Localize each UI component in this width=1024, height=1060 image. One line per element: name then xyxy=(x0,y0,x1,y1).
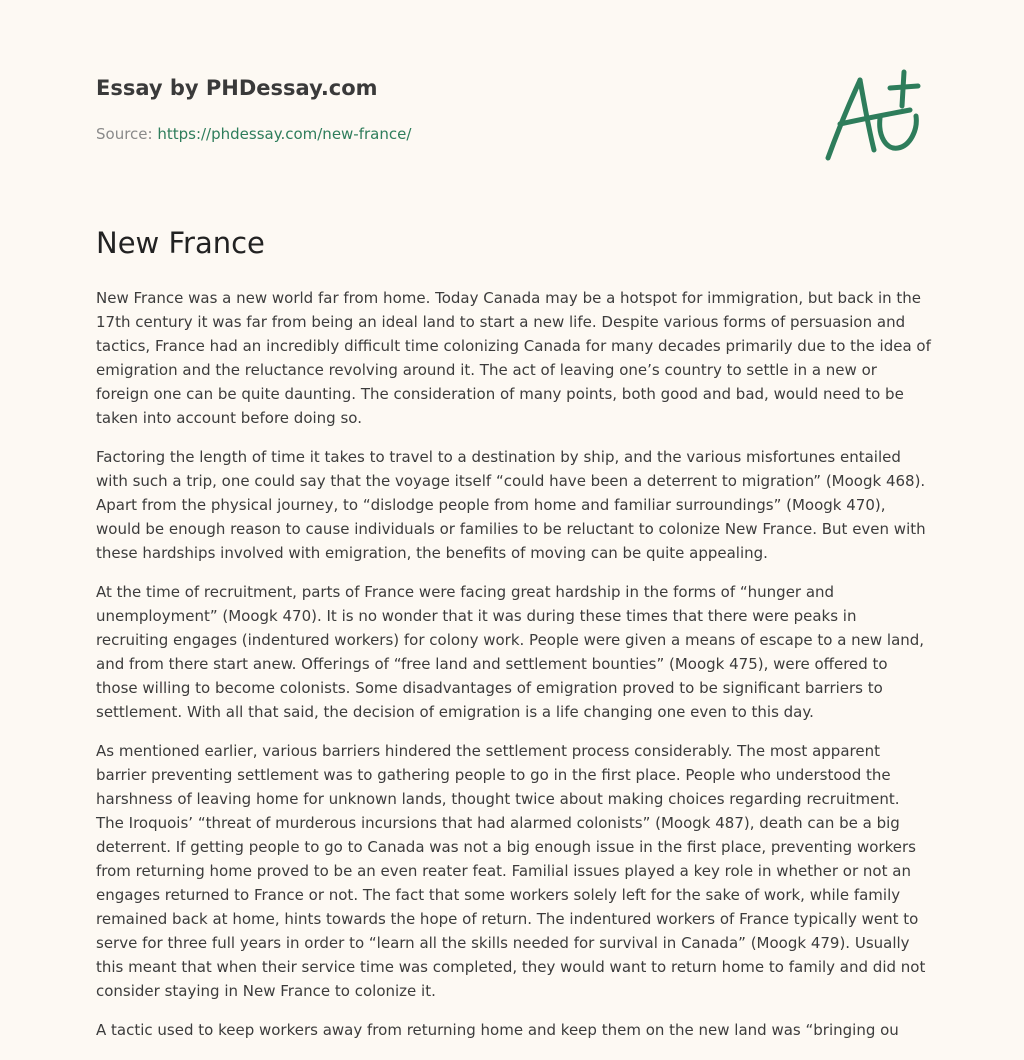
essay-body xyxy=(96,286,932,1057)
essay-paragraph: A tactic used to keep workers away from returning home and keep them on the new land was “bringing ou xyxy=(96,1021,899,1039)
source-link[interactable]: https://phdessay.com/new-france/ xyxy=(157,125,412,143)
essay-paragraph: At the time of recruitment, parts of France were facing great hardship in the forms of “hunger and unemployment” (Moogk 470). It is no wonder that it was during these times that there were peaks in recruiting engages (indentured workers) for colony work. People were given a means of escape to a new land, and from there start anew. Offerings of “free land and settlement bounties” (Moogk 475), were offered to those willing to become colonists. Some disadvantages of emigration proved to be significant barriers to settlement. With all that said, the decision of emigration is a life changing one even to this day. xyxy=(96,583,925,721)
site-title: Essay by PHDessay.com xyxy=(96,76,378,100)
source-label: Source: xyxy=(96,125,158,143)
a-plus-logo-icon xyxy=(818,66,928,166)
source-line xyxy=(96,125,411,143)
essay-paragraph: Factoring the length of time it takes to travel to a destination by ship, and the various misfortunes entailed with such a trip, one could say that the voyage itself “could have been a deterrent to migration” (Moogk 468). Apart from the physical journey, to “dislodge people from home and familiar surroundings” (Moogk 470), would be enough reason to cause individuals or families to be reluctant to colonize New France. But even with these hardships involved with emigration, the benefits of moving can be quite appealing. xyxy=(96,448,926,562)
essay-paragraph: New France was a new world far from home. Today Canada may be a hotspot for immigration, but back in the 17th century it was far from being an ideal land to start a new life. Despite various forms of persuasion and tactics, France had an incredibly difficult time colonizing Canada for many decades primarily due to the idea of emigration and the reluctance revolving around it. The act of leaving one’s country to settle in a new or foreign one can be quite daunting. The consideration of many points, both good and bad, would need to be taken into account before doing so. xyxy=(96,289,931,427)
essay-paragraph: As mentioned earlier, various barriers hindered the settlement process considerably. The most apparent barrier preventing settlement was to gathering people to go in the first place. People who understood the harshness of leaving home for unknown lands, thought twice about making choices regarding recruitment. The Iroquois’ “threat of murderous incursions that had alarmed colonists” (Moogk 487), death can be a big deterrent. If getting people to go to Canada was not a big enough issue in the first place, preventing workers from returning home proved to be an even reater feat. Familial issues played a key role in whether or not an engages returned to France or not. The fact that some workers solely left for the sake of work, while family remained back at home, hints towards the hope of return. The indentured workers of France typically went to serve for three full years in order to “learn all the skills needed for survival in Canada” (Moogk 479). Usually this meant that when their service time was completed, they would want to return home to family and did not consider staying in New France to colonize it. xyxy=(96,742,926,1000)
essay-title: New France xyxy=(96,226,265,260)
